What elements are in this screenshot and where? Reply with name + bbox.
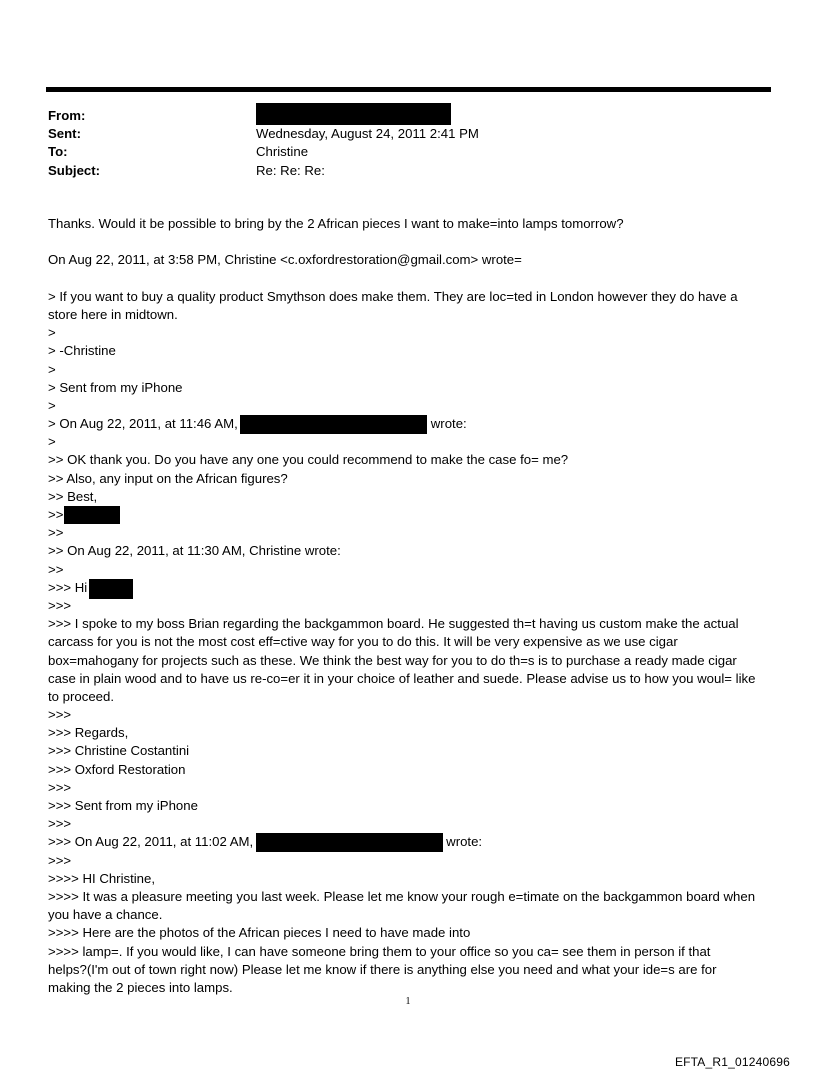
body-line: > [48, 325, 56, 341]
body-line: >> [48, 561, 64, 577]
from-value [256, 107, 768, 125]
body-text-fragment: wrote: [430, 416, 467, 432]
body-line: helps?(I'm out of town right now) Please let me know if there is anything else you need and what your ide=s are for [48, 961, 717, 977]
body-line: >>> [48, 852, 72, 868]
body-line: >>> [48, 816, 72, 832]
subject-label: Subject: [48, 162, 101, 178]
body-line: > [48, 434, 56, 450]
body-text-fragment: wrote: [446, 834, 483, 850]
body-line-with-redaction [48, 579, 773, 597]
body-line: case in plain wood and to have us re-co=er it in your choice of leather and suede. Please advise us to how you woul= like [48, 670, 756, 686]
body-line: >>> Christine Costantini [48, 743, 190, 759]
body-line: carcass for you is not the most cost eff=ctive way for you to do this. It will be very expensive as we use cigar [48, 634, 678, 650]
sent-row [48, 125, 768, 143]
body-line: >>>> Here are the photos of the African pieces I need to have made into [48, 925, 471, 941]
body-line: to proceed. [48, 688, 114, 704]
sent-value: Wednesday, August 24, 2011 2:41 PM [256, 126, 479, 142]
redaction-box [89, 579, 133, 599]
body-line: > Sent from my iPhone [48, 379, 183, 395]
body-line: >>>> It was a pleasure meeting you last week. Please let me know your rough e=timate on the backgammon board when [48, 888, 756, 904]
to-row [48, 143, 768, 161]
email-header [48, 107, 768, 180]
body-line: > [48, 361, 56, 377]
body-line: >>>> lamp=. If you would like, I can have someone bring them to your office so you ca= see them in person if that [48, 943, 711, 959]
to-label: To: [48, 144, 68, 160]
body-text-fragment: > On Aug 22, 2011, at 11:46 AM, [48, 416, 238, 432]
sent-label: Sent: [48, 126, 81, 142]
body-line: >> [48, 525, 64, 541]
body-line: making the 2 pieces into lamps. [48, 979, 233, 995]
email-body [48, 215, 773, 997]
body-text-fragment: >> [48, 507, 64, 522]
redaction-box [64, 506, 120, 524]
body-line: >> On Aug 22, 2011, at 11:30 AM, Christine wrote: [48, 543, 341, 559]
body-line: >>> [48, 779, 72, 795]
body-line: >> Also, any input on the African figures? [48, 470, 288, 486]
document-id: EFTA_R1_01240696 [674, 1055, 790, 1069]
body-line-with-redaction [48, 506, 773, 524]
redaction-box [256, 103, 451, 125]
body-line: >>> Regards, [48, 725, 129, 741]
page-number: 1 [405, 996, 411, 1007]
body-line: > If you want to buy a quality product Smythson does make them. They are loc=ted in London however they do have a [48, 288, 738, 304]
body-line-with-redaction [48, 415, 773, 433]
to-value: Christine [256, 144, 309, 160]
body-line: >> OK thank you. Do you have any one you could recommend to make the case fo= me? [48, 452, 569, 468]
body-line-with-redaction [48, 833, 773, 851]
from-label: From: [48, 108, 86, 123]
body-line: you have a chance. [48, 907, 163, 923]
body-line: >>>> HI Christine, [48, 870, 156, 886]
header-divider [46, 87, 771, 92]
body-line: > -Christine [48, 343, 116, 359]
body-line: >> Best, [48, 488, 98, 504]
body-line: >>> [48, 597, 72, 613]
body-text-fragment: >>> On Aug 22, 2011, at 11:02 AM, [48, 834, 254, 850]
body-line: >>> Sent from my iPhone [48, 798, 198, 813]
subject-value: Re: Re: Re: [256, 162, 325, 178]
body-line: box=mahogany for projects such as these. We think the best way for you to do th=s is to purchase a ready made cigar [48, 652, 737, 668]
body-line: >>> [48, 707, 72, 723]
redaction-box [240, 415, 427, 434]
body-line: > [48, 397, 56, 413]
from-row [48, 107, 768, 125]
redaction-box [256, 833, 443, 852]
subject-row [48, 162, 768, 180]
body-line: >>> I spoke to my boss Brian regarding the backgammon board. He suggested th=t having us custom make the actual [48, 616, 739, 632]
body-line: >>> Oxford Restoration [48, 761, 186, 777]
body-text-fragment: >>> Hi [48, 579, 88, 595]
body-line: On Aug 22, 2011, at 3:58 PM, Christine <c.oxfordrestoration@gmail.com> wrote= [48, 252, 522, 268]
body-line: Thanks. Would it be possible to bring by the 2 African pieces I want to make=into lamps tomorrow? [48, 216, 624, 231]
body-line: store here in midtown. [48, 306, 178, 322]
